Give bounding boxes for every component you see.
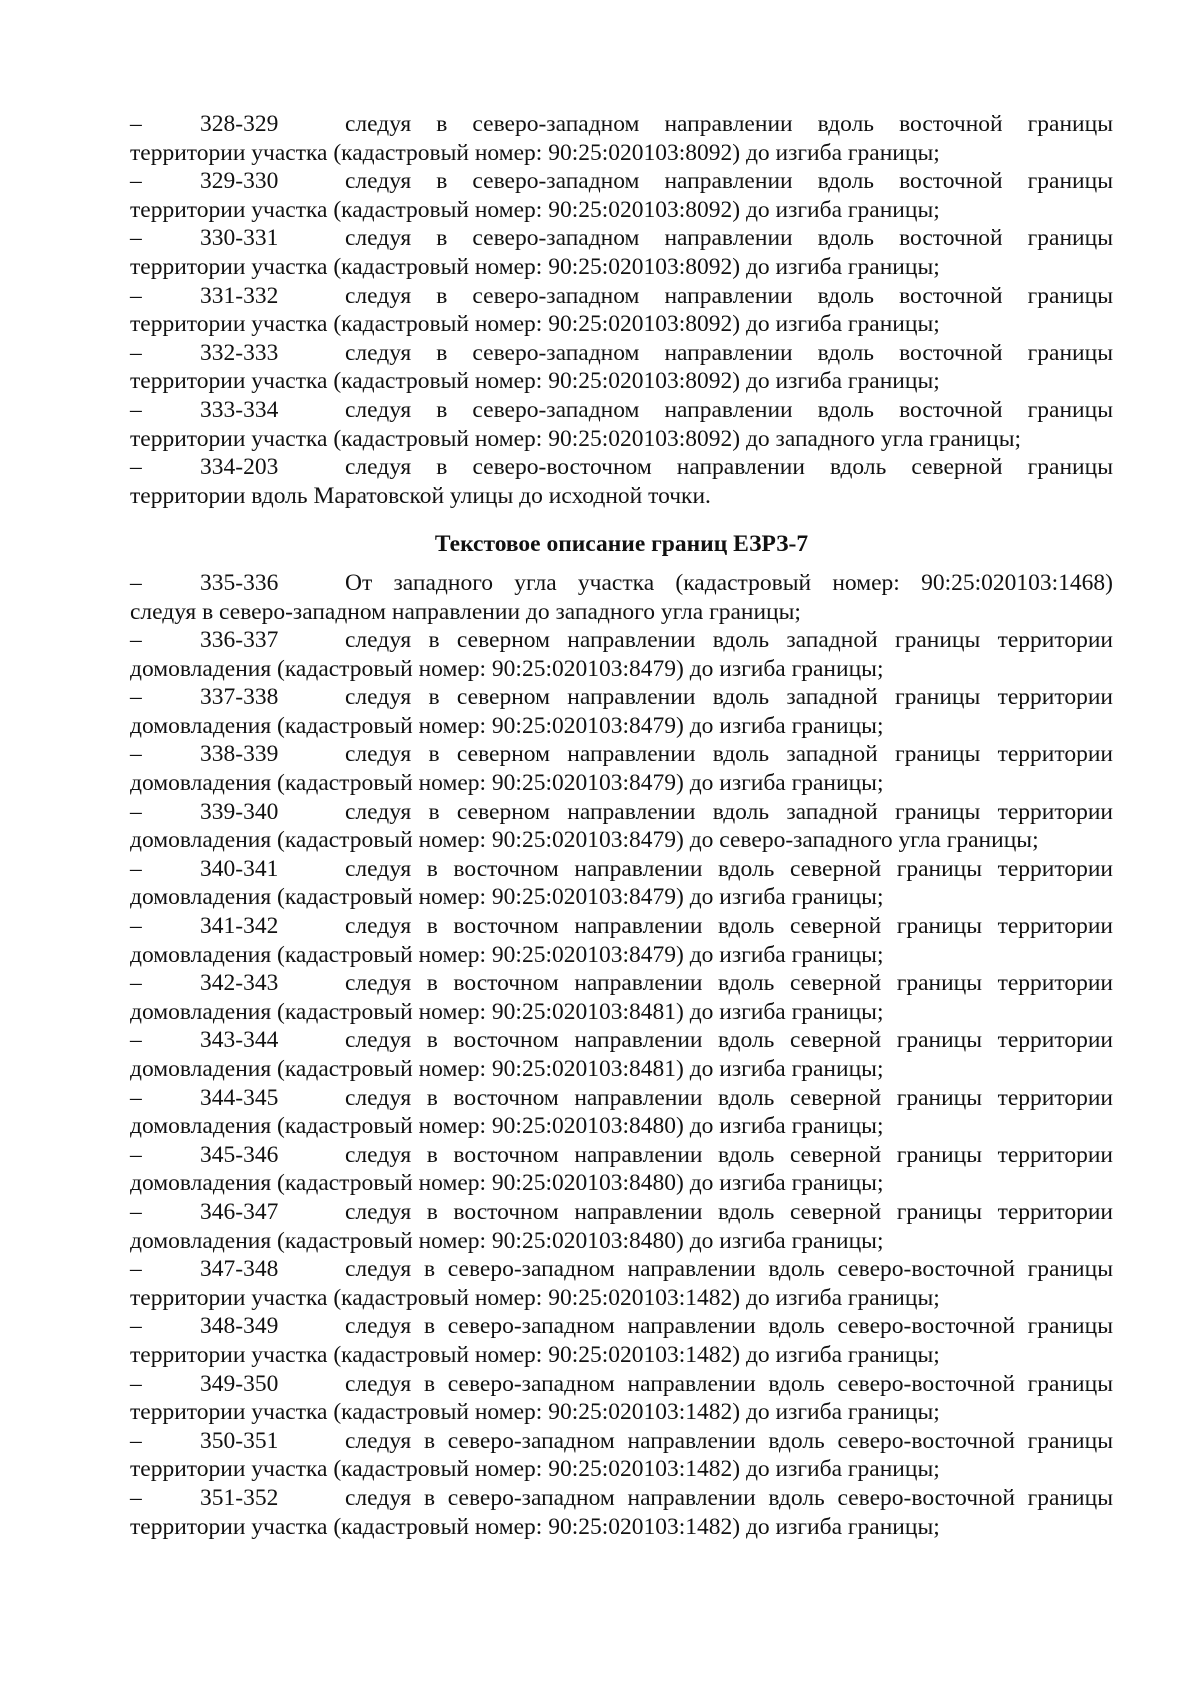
entry-description-end: домовладения (кадастровый номер: 90:25:020103:8479) до северо-западного угла границы; xyxy=(130,827,1039,854)
entry-description-start: следуя в северо-западном направлении вдоль северо-восточной границы xyxy=(345,1370,1113,1397)
entry-point-range: 351-352 xyxy=(200,1484,279,1511)
entry-point-range: 349-350 xyxy=(200,1370,279,1397)
boundary-entry xyxy=(130,1141,1113,1198)
entry-first-line xyxy=(130,1026,1113,1055)
entry-first-line xyxy=(130,224,1113,253)
entry-first-line xyxy=(130,1141,1113,1170)
entry-point-range: 328-329 xyxy=(200,111,279,137)
entry-description-end: территории участка (кадастровый номер: 90:25:020103:8092) до изгиба границы; xyxy=(130,368,940,395)
entry-dash: – xyxy=(130,1256,142,1283)
entry-dash: – xyxy=(130,970,142,997)
entry-dash: – xyxy=(130,1427,142,1454)
entry-first-line xyxy=(130,396,1113,425)
entry-first-line xyxy=(130,167,1113,196)
boundary-entry xyxy=(130,396,1113,453)
entry-dash: – xyxy=(130,339,142,366)
boundary-entry xyxy=(130,626,1113,683)
entry-description-end: домовладения (кадастровый номер: 90:25:020103:8481) до изгиба границы; xyxy=(130,998,884,1025)
boundary-entry xyxy=(130,282,1113,339)
entry-description-end: территории участка (кадастровый номер: 90:25:020103:1482) до изгиба границы; xyxy=(130,1284,940,1311)
entry-description-end: домовладения (кадастровый номер: 90:25:020103:8480) до изгиба границы; xyxy=(130,1170,884,1197)
entry-point-range: 334-203 xyxy=(200,454,279,481)
entry-dash: – xyxy=(130,569,142,596)
entry-point-range: 342-343 xyxy=(200,970,279,997)
entry-point-range: 341-342 xyxy=(200,913,279,940)
entry-first-line xyxy=(130,282,1113,311)
entry-dash: – xyxy=(130,1313,142,1340)
entry-first-line xyxy=(130,110,1113,139)
entry-first-line xyxy=(130,855,1113,884)
entry-point-range: 343-344 xyxy=(200,1027,279,1054)
entry-first-line xyxy=(130,683,1113,712)
entry-description-end: территории вдоль Маратовской улицы до исходной точки. xyxy=(130,482,711,509)
entry-first-line xyxy=(130,1370,1113,1399)
entry-first-line xyxy=(130,798,1113,827)
entry-description-end: следуя в северо-западном направлении до западного угла границы; xyxy=(130,598,801,625)
entry-description-start: следуя в восточном направлении вдоль северной границы территории xyxy=(345,970,1113,997)
entry-dash: – xyxy=(130,1141,142,1168)
entry-dash: – xyxy=(130,454,142,481)
entry-description-start: следуя в северном направлении вдоль западной границы территории xyxy=(345,627,1113,654)
entry-description-start: следуя в северо-западном направлении вдоль северо-восточной границы xyxy=(345,1313,1113,1340)
entry-first-line xyxy=(130,969,1113,998)
entry-description-start: следуя в северо-западном направлении вдоль восточной границы xyxy=(345,168,1113,195)
entry-dash: – xyxy=(130,1370,142,1397)
entry-dash: – xyxy=(130,798,142,825)
entry-point-range: 329-330 xyxy=(200,168,279,195)
entry-description-start: От западного угла участка (кадастровый номер: 90:25:020103:1468) xyxy=(345,569,1113,596)
entry-description-start: следуя в северо-западном направлении вдоль северо-восточной границы xyxy=(345,1256,1113,1283)
entry-point-range: 338-339 xyxy=(200,741,279,768)
boundary-list-top xyxy=(130,110,1113,510)
entry-description-start: следуя в восточном направлении вдоль северной границы территории xyxy=(345,855,1113,882)
entry-dash: – xyxy=(130,913,142,940)
boundary-entry xyxy=(130,912,1113,969)
entry-description-start: следуя в северо-западном направлении вдоль восточной границы xyxy=(345,396,1113,423)
boundary-entry xyxy=(130,224,1113,281)
entry-point-range: 350-351 xyxy=(200,1427,279,1454)
document-page xyxy=(130,110,1113,1541)
entry-first-line xyxy=(130,912,1113,941)
boundary-entry xyxy=(130,740,1113,797)
entry-dash: – xyxy=(130,627,142,654)
entry-dash: – xyxy=(130,684,142,711)
entry-point-range: 345-346 xyxy=(200,1141,279,1168)
boundary-entry xyxy=(130,798,1113,855)
entry-dash: – xyxy=(130,1484,142,1511)
entry-first-line xyxy=(130,1084,1113,1113)
entry-description-start: следуя в восточном направлении вдоль северной границы территории xyxy=(345,913,1113,940)
entry-point-range: 331-332 xyxy=(200,282,279,309)
entry-description-start: следуя в северо-западном направлении вдоль восточной границы xyxy=(345,111,1113,137)
entry-first-line xyxy=(130,1312,1113,1341)
entry-description-start: следуя в северо-западном направлении вдоль восточной границы xyxy=(345,339,1113,366)
entry-description-start: следуя в северном направлении вдоль западной границы территории xyxy=(345,741,1113,768)
entry-dash: – xyxy=(130,1027,142,1054)
entry-dash: – xyxy=(130,741,142,768)
boundary-entry xyxy=(130,1427,1113,1484)
entry-description-end: домовладения (кадастровый номер: 90:25:020103:8479) до изгиба границы; xyxy=(130,712,884,739)
entry-description-end: территории участка (кадастровый номер: 90:25:020103:8092) до западного угла границы; xyxy=(130,425,1022,452)
entry-description-end: домовладения (кадастровый номер: 90:25:020103:8479) до изгиба границы; xyxy=(130,655,884,682)
entry-description-start: следуя в восточном направлении вдоль северной границы территории xyxy=(345,1084,1113,1111)
entry-description-start: следуя в северо-восточном направлении вдоль северной границы xyxy=(345,454,1113,481)
entry-description-start: следуя в восточном направлении вдоль северной границы территории xyxy=(345,1141,1113,1168)
boundary-entry xyxy=(130,339,1113,396)
entry-description-end: домовладения (кадастровый номер: 90:25:020103:8480) до изгиба границы; xyxy=(130,1113,884,1140)
boundary-entry xyxy=(130,569,1113,626)
entry-description-end: территории участка (кадастровый номер: 90:25:020103:8092) до изгиба границы; xyxy=(130,196,940,223)
entry-description-end: территории участка (кадастровый номер: 90:25:020103:1482) до изгиба границы; xyxy=(130,1513,940,1540)
entry-first-line xyxy=(130,626,1113,655)
entry-point-range: 333-334 xyxy=(200,396,279,423)
entry-point-range: 346-347 xyxy=(200,1198,279,1225)
boundary-entry xyxy=(130,683,1113,740)
entry-point-range: 330-331 xyxy=(200,225,279,252)
entry-point-range: 336-337 xyxy=(200,627,279,654)
entry-point-range: 335-336 xyxy=(200,569,279,596)
entry-point-range: 337-338 xyxy=(200,684,279,711)
boundary-entry xyxy=(130,855,1113,912)
entry-point-range: 347-348 xyxy=(200,1256,279,1283)
entry-description-end: территории участка (кадастровый номер: 90:25:020103:8092) до изгиба границы; xyxy=(130,139,940,166)
boundary-entry xyxy=(130,1084,1113,1141)
entry-description-end: домовладения (кадастровый номер: 90:25:020103:8479) до изгиба границы; xyxy=(130,770,884,797)
entry-description-end: домовладения (кадастровый номер: 90:25:020103:8479) до изгиба границы; xyxy=(130,884,884,911)
boundary-entry xyxy=(130,1026,1113,1083)
entry-first-line xyxy=(130,1484,1113,1513)
entry-dash: – xyxy=(130,225,142,252)
entry-point-range: 344-345 xyxy=(200,1084,279,1111)
boundary-entry xyxy=(130,1255,1113,1312)
boundary-entry xyxy=(130,969,1113,1026)
entry-description-end: территории участка (кадастровый номер: 90:25:020103:1482) до изгиба границы; xyxy=(130,1341,940,1368)
entry-dash: – xyxy=(130,168,142,195)
entry-point-range: 348-349 xyxy=(200,1313,279,1340)
entry-description-start: следуя в восточном направлении вдоль северной границы территории xyxy=(345,1027,1113,1054)
entry-first-line xyxy=(130,453,1113,482)
entry-description-end: территории участка (кадастровый номер: 90:25:020103:8092) до изгиба границы; xyxy=(130,253,940,280)
entry-description-end: территории участка (кадастровый номер: 90:25:020103:1482) до изгиба границы; xyxy=(130,1456,940,1483)
entry-dash: – xyxy=(130,1084,142,1111)
entry-first-line xyxy=(130,1198,1113,1227)
entry-first-line xyxy=(130,569,1113,598)
boundary-entry xyxy=(130,1370,1113,1427)
entry-first-line xyxy=(130,339,1113,368)
entry-description-end: домовладения (кадастровый номер: 90:25:020103:8479) до изгиба границы; xyxy=(130,941,884,968)
boundary-list-ezrz-7 xyxy=(130,569,1113,1541)
entry-point-range: 340-341 xyxy=(200,855,279,882)
entry-dash: – xyxy=(130,111,142,137)
boundary-entry xyxy=(130,110,1113,167)
entry-description-end: территории участка (кадастровый номер: 90:25:020103:1482) до изгиба границы; xyxy=(130,1399,940,1426)
entry-description-end: домовладения (кадастровый номер: 90:25:020103:8481) до изгиба границы; xyxy=(130,1056,884,1082)
entry-description-start: следуя в северном направлении вдоль западной границы территории xyxy=(345,684,1113,711)
entry-dash: – xyxy=(130,855,142,882)
boundary-entry xyxy=(130,1484,1113,1541)
entry-description-end: домовладения (кадастровый номер: 90:25:020103:8480) до изгиба границы; xyxy=(130,1227,884,1254)
entry-description-end: территории участка (кадастровый номер: 90:25:020103:8092) до изгиба границы; xyxy=(130,311,940,338)
entry-dash: – xyxy=(130,282,142,309)
boundary-entry xyxy=(130,1312,1113,1369)
boundary-entry xyxy=(130,167,1113,224)
entry-dash: – xyxy=(130,396,142,423)
boundary-entry xyxy=(130,1198,1113,1255)
entry-point-range: 339-340 xyxy=(200,798,279,825)
entry-dash: – xyxy=(130,1198,142,1225)
entry-first-line xyxy=(130,1255,1113,1284)
entry-first-line xyxy=(130,1427,1113,1456)
entry-description-start: следуя в восточном направлении вдоль северной границы территории xyxy=(345,1198,1113,1225)
section-title: Текстовое описание границ ЕЗРЗ-7 xyxy=(434,531,809,558)
entry-description-start: следуя в северо-западном направлении вдоль северо-восточной границы xyxy=(345,1484,1113,1511)
entry-description-start: следуя в северо-западном направлении вдоль восточной границы xyxy=(345,225,1113,252)
entry-description-start: следуя в северном направлении вдоль западной границы территории xyxy=(345,798,1113,825)
entry-description-start: следуя в северо-западном направлении вдоль северо-восточной границы xyxy=(345,1427,1113,1454)
entry-first-line xyxy=(130,740,1113,769)
entry-point-range: 332-333 xyxy=(200,339,279,366)
boundary-entry xyxy=(130,453,1113,510)
entry-description-start: следуя в северо-западном направлении вдоль восточной границы xyxy=(345,282,1113,309)
